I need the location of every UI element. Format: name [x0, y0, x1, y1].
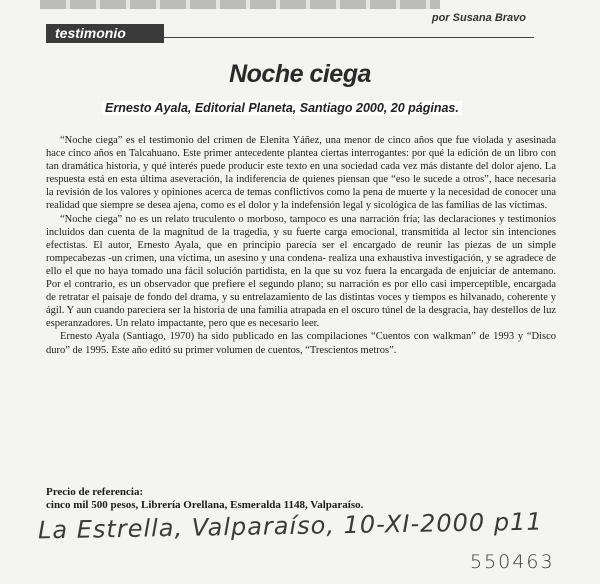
book-info: Ernesto Ayala, Editorial Planeta, Santiago 2000, 20 páginas. — [102, 101, 462, 115]
price-info — [46, 486, 466, 512]
author-credit: por Susana Bravo — [431, 12, 526, 24]
article-body — [46, 134, 556, 357]
section-label: testimonio — [46, 24, 164, 43]
price-label: Precio de referencia: — [46, 486, 144, 498]
section-rule — [164, 37, 534, 38]
paragraph: “Noche ciega” es el testimonio del crimen de Elenita Yáñez, una menor de cinco años que fue violada y asesinada hace cinco años en Talcahuano. Este primer antecedente plantea ciertas interrogantes: por qué la edición de un libro con tan dramática historia, y qué interés puede producir este texto en una sociedad cada vez más distante del dolor ajeno. La respuesta está en esta última aseveración, la indiferencia de quienes piensan que “eso le sucede a otros”, hace necesaria la revisión de los valores y opiniones acerca de temas conflictivos como la pena de muerte y la necesidad de conocer una realidad que siempre se desea ajena, como es el dolor y la indefensión legal y sicológica de las familias de las víctimas. — [46, 135, 556, 212]
catalog-number: 550463 — [470, 551, 555, 573]
paragraph: “Noche ciega” no es un relato truculento o morboso, tampoco es una narración fría; las declaraciones y testimonios incluidos dan cuenta de la magnitud de la tragedia, y su fuerte carga emocional, transmitida al lector sin intenciones efectistas. El autor, Ernesto Ayala, que en principio parecía ser el encargado de reunir las piezas de un simple rompecabezas -un crimen, una víctima, un asesino y una condena- realiza una exhaustiva investigación, y se agradece de ello el que no haya tomado una fácil solución partidista, en la que su voz fuera la encargada de enjuiciar de antemano. Por el contrario, es un observador que prefiere el segundo plano; su narración es por ello casi imperceptible, encargada de retratar el paisaje de fondo del drama, y su entrelazamiento de las distintas voces y tiempos es hilvanado, coherente y ágil. Y aun cuando pareciera ser la historia de una familia atrapada en el oscuro túnel de la desgracia, hay destellos de luz esperanzadores. Un relato impactante, pero que es necesario leer. — [46, 213, 556, 330]
price-detail: cinco mil 500 pesos, Librería Orellana, Esmeralda 1148, Valparaíso. — [46, 499, 364, 511]
paragraph: Ernesto Ayala (Santiago, 1970) ha sido publicado en las compilaciones “Cuentos con walkman” de 1993 y “Disco duro” de 1995. Este año editó su primer volumen de cuentos, “Trescientos metros”. — [46, 331, 556, 356]
article-title: Noche ciega — [229, 60, 371, 88]
cropped-header-strip — [40, 0, 440, 9]
handwritten-source: La Estrella, Valparaíso, 10-XI-2000 p11 — [37, 507, 543, 545]
